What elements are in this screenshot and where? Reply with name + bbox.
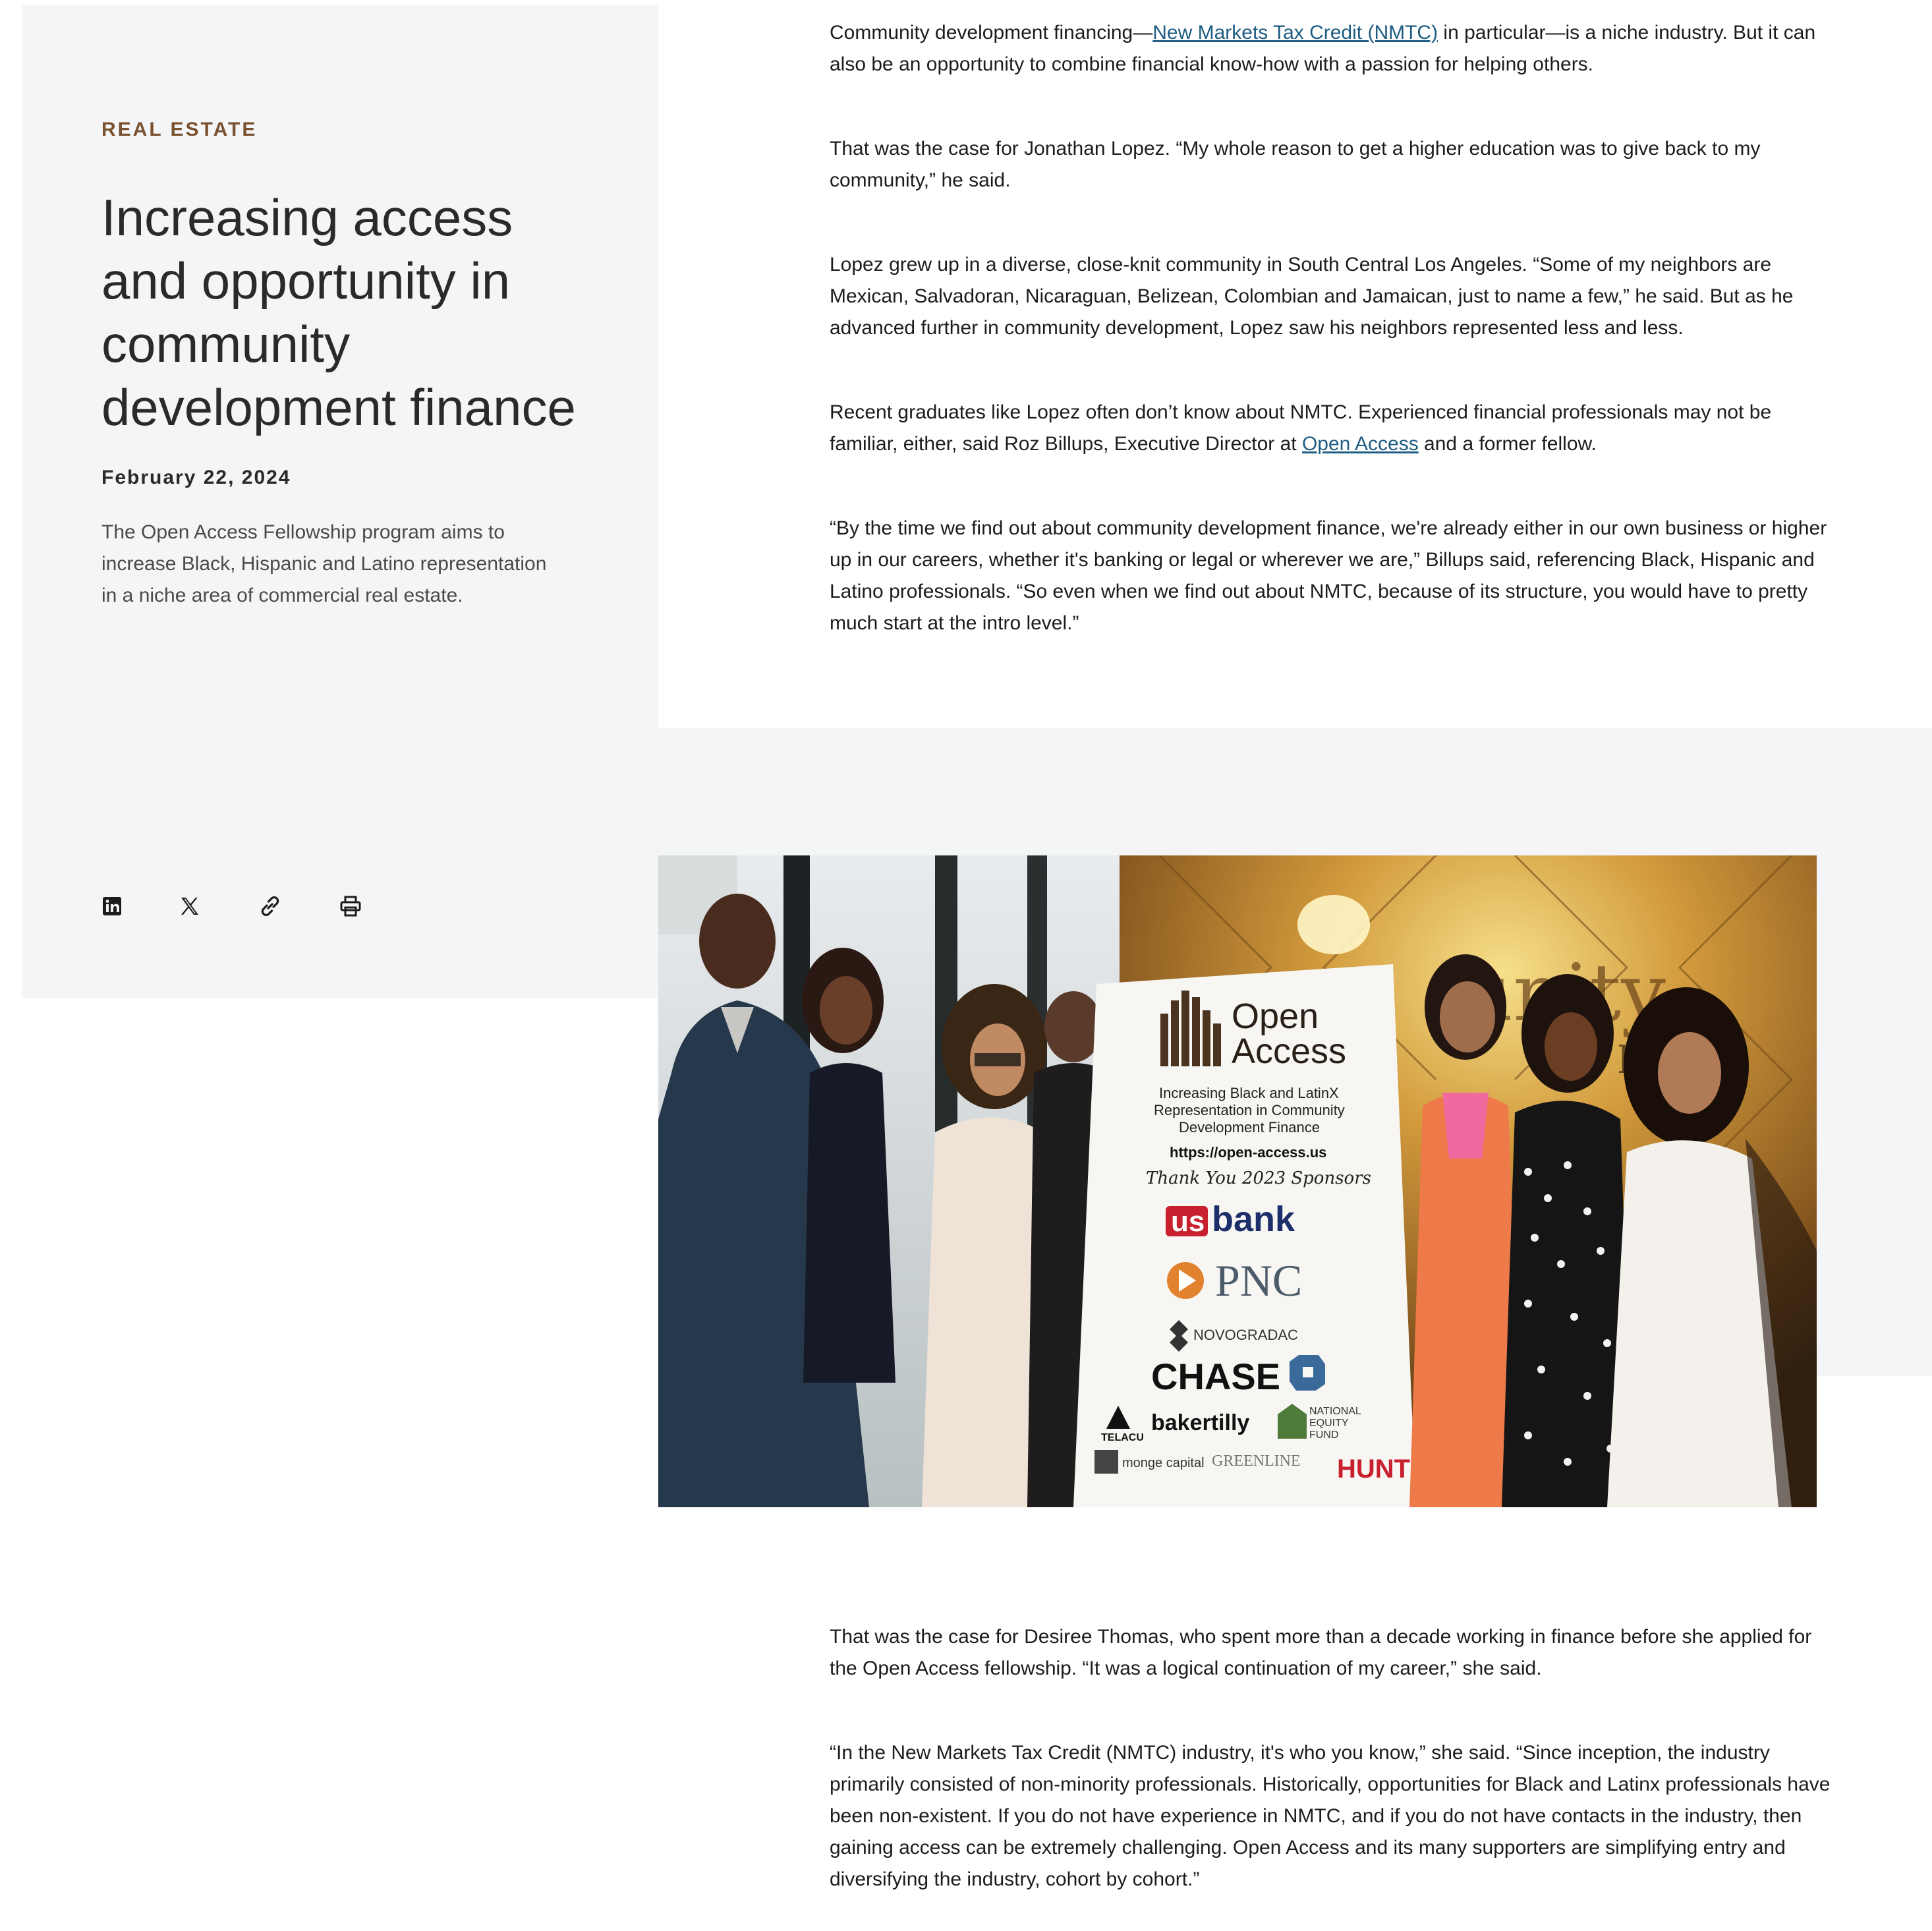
article-body-top [830,17,1844,639]
banner-logo-open: Open [1232,996,1319,1036]
banner-line-1: Increasing Black and LatinX [1159,1085,1339,1101]
article-photo [658,855,1817,1507]
sponsor-usbank-bank: bank [1212,1199,1295,1239]
paragraph-3: Lopez grew up in a diverse, close-knit community in South Central Los Angeles. “Some of my neighbors are Mexican, Salvadoran, Nicaraguan, Belizean, Colombian and Jamaican, just to name a few,” he said. But as he advanced further in community development, Lopez saw his neighbors represented less and less. [830,254,1794,339]
article-category[interactable]: REAL ESTATE [101,119,258,140]
article-title: Increasing access and opportunity in community development finance [101,188,576,436]
paragraph-5: “By the time we find out about community development finance, we're already either in our own business or higher up in our careers, whether it's banking or legal or wherever we are,” Billups said, referencing Black, Hispanic and Latino professionals. “So even when we find out about NMTC, because of its structure, you would have to pretty much start at the intro level.” [830,517,1827,634]
banner-logo-access: Access [1232,1031,1347,1071]
sponsor-monge: monge capital [1122,1456,1205,1470]
paragraph-1: Community development financing—New Markets Tax Credit (NMTC) in particular—is a niche industry. But it can also be an opportunity to combine financial know-how with a passion for helping others. [830,22,1816,75]
banner-thanks: Thank You 2023 Sponsors [1146,1168,1371,1188]
sponsor-chase: CHASE [1151,1356,1281,1397]
open-access-link[interactable]: Open Access [1301,433,1419,455]
banner-line-2: Representation in Community [1154,1102,1345,1118]
banner-url: https://open-access.us [1170,1144,1327,1161]
sponsor-nef-1: NATIONAL [1309,1406,1361,1417]
article-body-bottom [830,1621,1844,1895]
paragraph-7: “In the New Markets Tax Credit (NMTC) industry, it's who you know,” she said. “Since inception, the industry primarily consisted of non-minority professionals. Historically, opportunities for Black and Latinx professionals have been non-existent. If you do not have experience in NMTC, and if you do not have contacts in the industry, then gaining access can be extremely challenging. Open Access and its many supporters are simplifying entry and diversifying the industry, cohort by cohort.” [830,1742,1831,1890]
sponsor-novogradac: NOVOGRADAC [1193,1327,1298,1343]
sponsor-greenline: GREENLINE [1212,1453,1301,1470]
article-summary: The Open Access Fellowship program aims to increase Black, Hispanic and Latino representation in a niche area of commercial real estate. [101,521,547,606]
sponsor-nef-2: EQUITY [1309,1418,1349,1429]
sponsor-usbank-us: us [1171,1205,1205,1238]
print-icon[interactable] [337,893,364,919]
link-icon[interactable] [257,893,283,919]
x-icon[interactable] [177,893,203,919]
paragraph-2: That was the case for Jonathan Lopez. “My whole reason to get a higher education was to give back to my community,” he said. [830,138,1761,191]
sponsor-hunt: HUNT [1337,1455,1411,1484]
article-header-panel [22,5,658,998]
sponsor-telacu: TELACU [1101,1432,1144,1443]
sponsor-bakertilly: bakertilly [1151,1410,1250,1435]
paragraph-6: That was the case for Desiree Thomas, who spent more than a decade working in finance before she applied for the Open Access fellowship. “It was a logical continuation of my career,” she said. [830,1626,1812,1679]
banner-line-3: Development Finance [1179,1119,1321,1136]
sponsor-nef-3: FUND [1309,1429,1339,1441]
paragraph-4: Recent graduates like Lopez often don’t know about NMTC. Experienced financial professionals may not be familiar, either, said Roz Billups, Executive Director at Open Access and a former fellow. [830,401,1772,455]
nmtc-link[interactable]: New Markets Tax Credit (NMTC) [1152,22,1438,43]
linkedin-icon[interactable] [99,893,125,919]
sponsor-pnc: PNC [1215,1255,1303,1306]
article-date: February 22, 2024 [101,467,291,488]
share-toolbar [99,890,364,923]
